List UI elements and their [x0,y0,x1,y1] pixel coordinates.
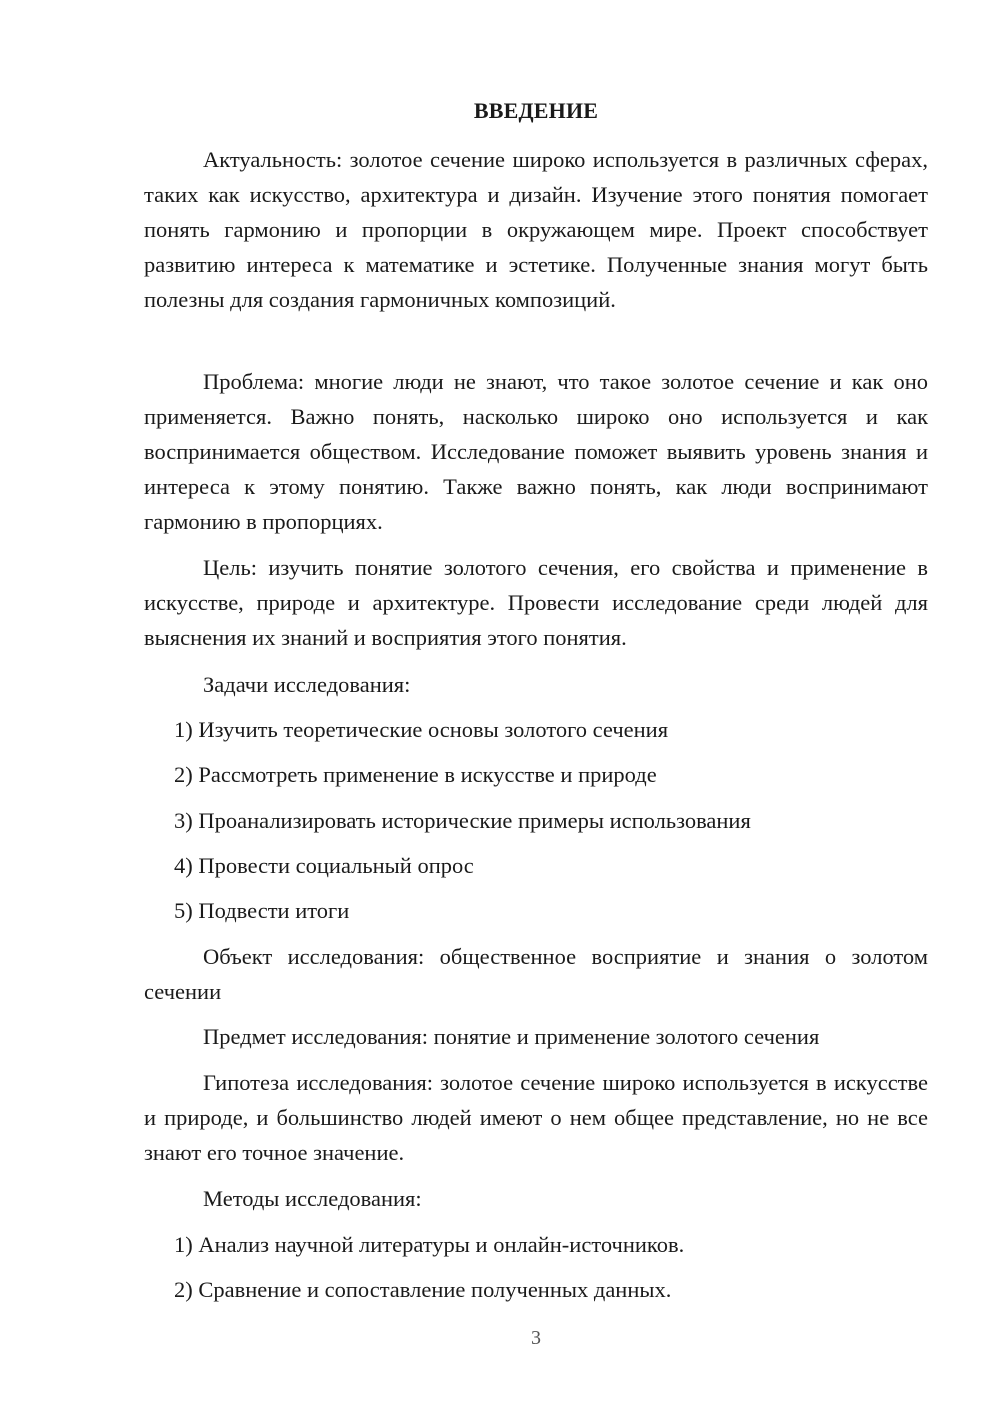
method-item: 2) Сравнение и сопоставление полученных данных. [174,1277,672,1302]
page-title: ВВЕДЕНИЕ [473,98,599,123]
task-item: 3) Проанализировать исторические примеры использования [174,808,751,833]
tasks-heading: Задачи исследования: [203,672,411,697]
problem-paragraph: Проблема: многие люди не знают, что такое золотое сечение и как оно применяется. Важно понять, насколько широко оно используется и как воспринимается обществом. Исследование поможет выявить уровень знания и интереса к этому понятию. Также важно понять, как люди воспринимают гармонию в пропорциях. [144,369,928,534]
task-item: 5) Подвести итоги [174,898,350,923]
goal-paragraph: Цель: изучить понятие золотого сечения, его свойства и применение в искусстве, природе и архитектуре. Провести исследование среди людей для выяснения их знаний и восприятия этого понятия. [144,555,928,650]
task-item: 4) Провести социальный опрос [174,853,474,878]
methods-heading: Методы исследования: [203,1186,422,1211]
task-item: 1) Изучить теоретические основы золотого сечения [174,717,669,742]
relevance-paragraph: Актуальность: золотое сечение широко используется в различных сферах, таких как искусство, архитектура и дизайн. Изучение этого понятия помогает понять гармонию и пропорции в окружающем мире. Проект способствует развитию интереса к математике и эстетике. Полученные знания могут быть полезны для создания гармоничных композиций. [144,147,928,312]
document-page [144,0,928,1414]
page-number: 3 [531,1327,541,1349]
hypothesis-paragraph: Гипотеза исследования: золотое сечение широко используется в искусстве и природе, и большинство людей имеют о нем общее представление, но не все знают его точное значение. [144,1070,928,1165]
task-item: 2) Рассмотреть применение в искусстве и природе [174,762,657,787]
subject-paragraph: Предмет исследования: понятие и применение золотого сечения [203,1024,820,1049]
object-paragraph: Объект исследования: общественное восприятие и знания о золотом сечении [144,944,928,1004]
method-item: 1) Анализ научной литературы и онлайн-источников. [174,1232,685,1257]
